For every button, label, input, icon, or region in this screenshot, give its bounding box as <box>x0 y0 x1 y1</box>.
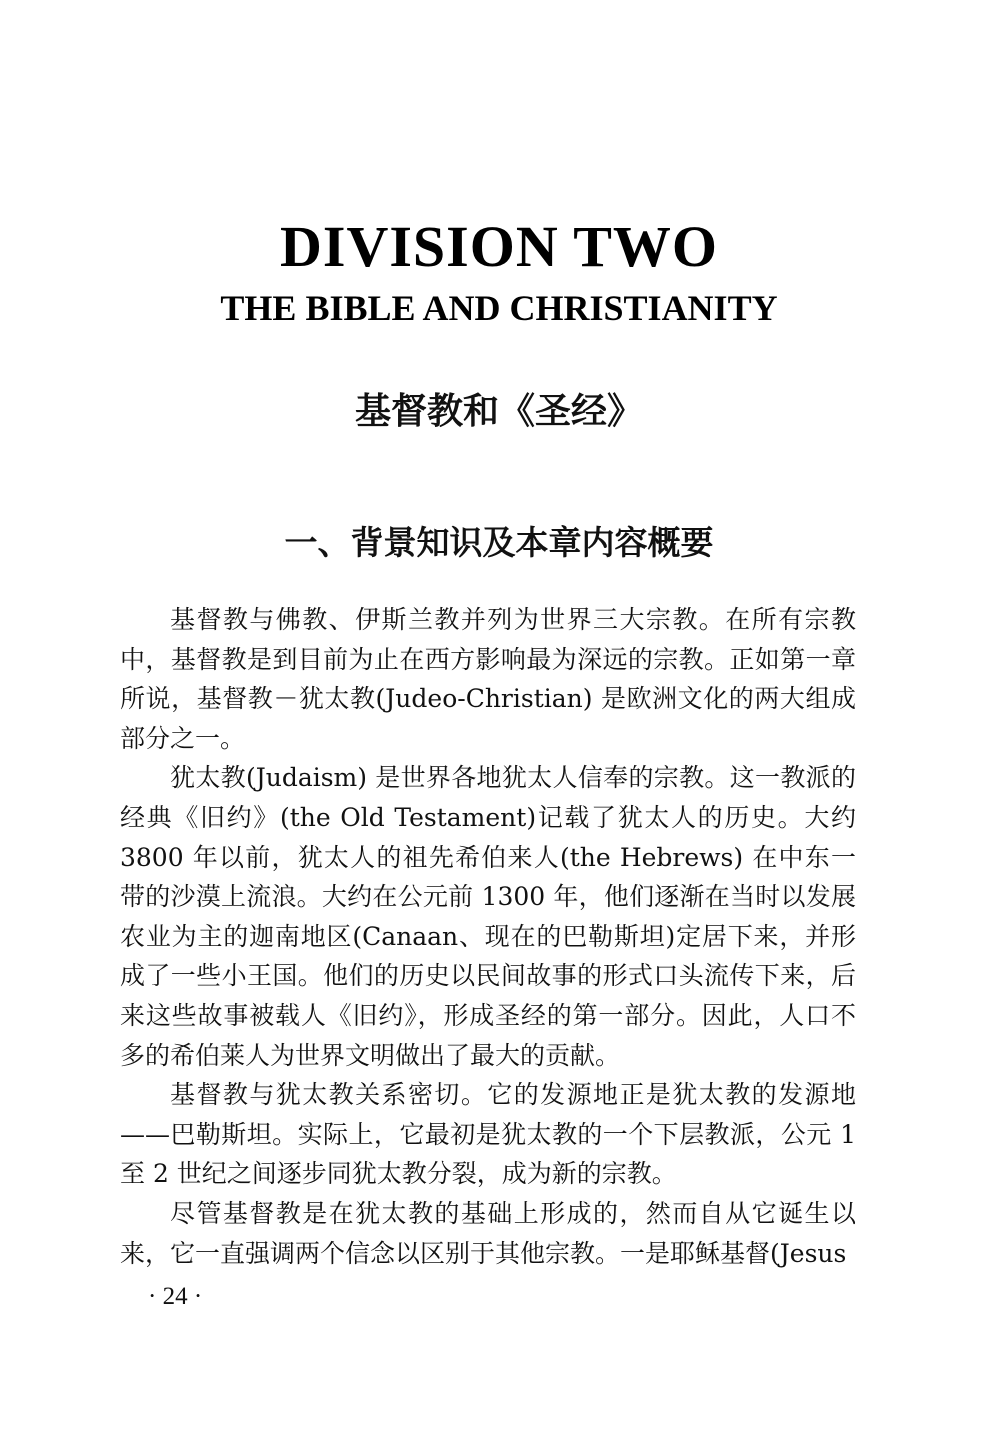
paragraph: 尽管基督教是在犹太教的基础上形成的，然而自从它诞生以来，它一直强调两个信念以区别于其他宗教。一是耶稣基督(Jesus <box>120 1198 856 1268</box>
paragraph: 犹太教(Judaism) 是世界各地犹太人信奉的宗教。这一教派的经典《旧约》(the Old Testament)记载了犹太人的历史。大约3800 年以前，犹太人的祖先希伯来人(the Hebrews) 在中东一带的沙漠上流浪。大约在公元前 1300 年，他们逐渐在当时以发展农业为主的迦南地区(Canaan、现在的巴勒斯坦)定居下来，并形成了一些小王国。他们的历史以民间故事的形式口头流传下来，后来这些故事被载人《旧约》，形成圣经的第一部分。因此，人口不多的希伯莱人为世界文明做出了最大的贡献。 <box>120 763 856 1070</box>
paragraph: 基督教与佛教、伊斯兰教并列为世界三大宗教。在所有宗教中，基督教是到目前为止在西方影响最为深远的宗教。正如第一章所说，基督教－犹太教(Judeo-Christian) 是欧洲文化的两大组成部分之一。 <box>120 605 856 753</box>
division-subtitle: THE BIBLE AND CHRISTIANITY <box>220 288 778 328</box>
body-text <box>120 600 856 1273</box>
division-title: DIVISION TWO <box>280 214 718 279</box>
page-number: · 24 · <box>148 1283 203 1310</box>
section-heading: 一、背景知识及本章内容概要 <box>284 523 714 562</box>
chapter-title: 基督教和《圣经》 <box>354 391 643 432</box>
paragraph: 基督教与犹太教关系密切。它的发源地正是犹太教的发源地——巴勒斯坦。实际上，它最初是犹太教的一个下层教派，公元 1 至 2 世纪之间逐步同犹太教分裂，成为新的宗教。 <box>120 1080 856 1189</box>
